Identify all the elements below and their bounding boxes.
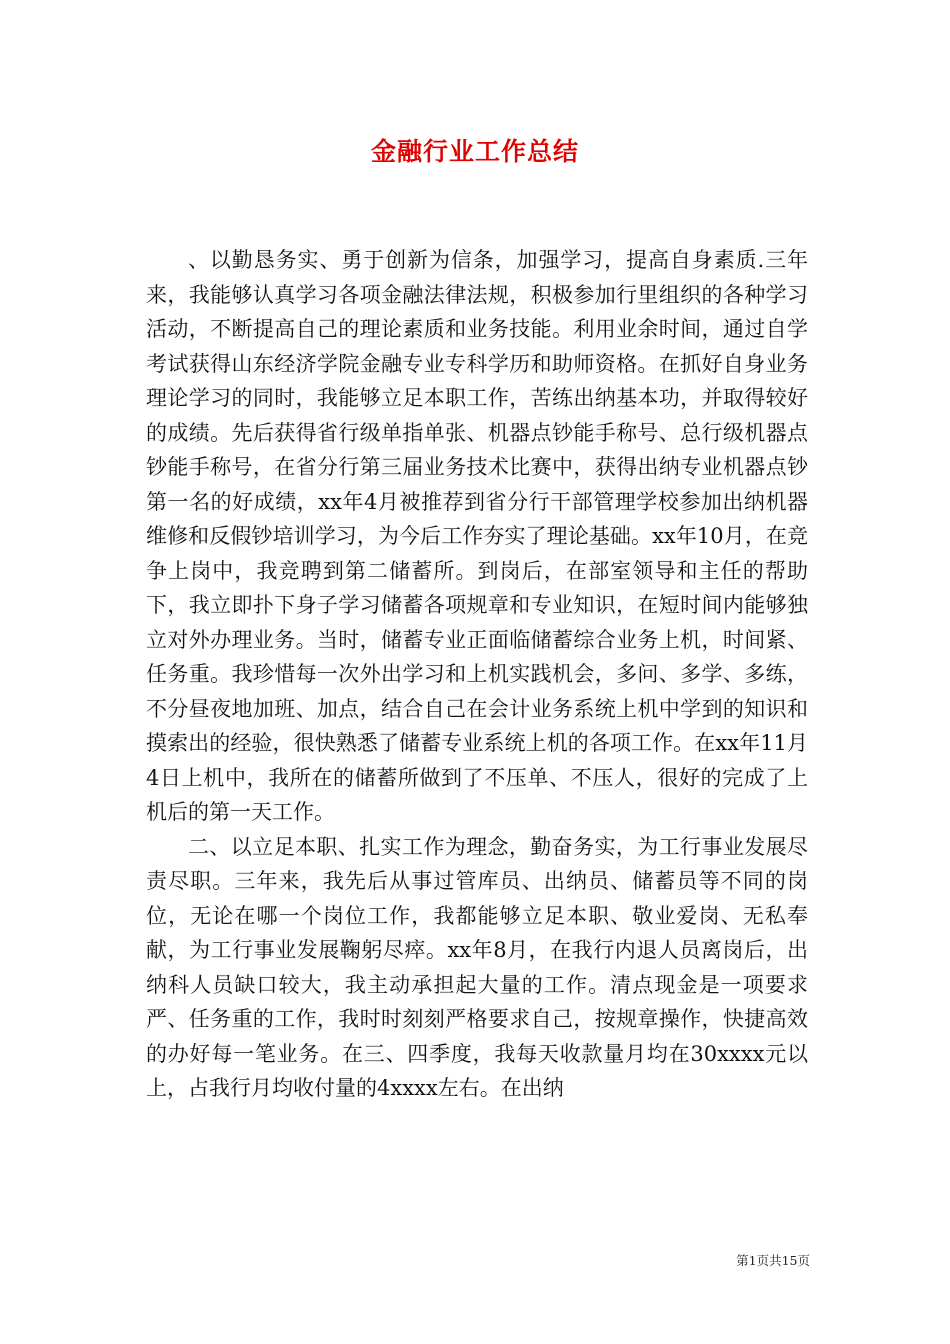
document-body — [146, 243, 808, 1106]
paragraph-1: 、以勤恳务实、勇于创新为信条，加强学习，提高自身素质.三年来，我能够认真学习各项金融法律法规，积极参加行里组织的各种学习活动，不断提高自己的理论素质和业务技能。利用业余时间，通过自学考试获得山东经济学院金融专业专科学历和助师资格。在抓好自身业务理论学习的同时，我能够立足本职工作，苦练出纳基本功，并取得较好的成绩。先后获得省行级单指单张、机器点钞能手称号、总行级机器点钞能手称号，在省分行第三届业务技术比赛中，获得出纳专业机器点钞第一名的好成绩，xx年4月被推荐到省分行干部管理学校参加出纳机器维修和反假钞培训学习，为今后工作夯实了理论基础。xx年10月，在竞争上岗中，我竞聘到第二储蓄所。到岗后，在部室领导和主任的帮助下，我立即扑下身子学习储蓄各项规章和专业知识，在短时间内能够独立对外办理业务。当时，储蓄专业正面临储蓄综合业务上机，时间紧、任务重。我珍惜每一次外出学习和上机实践机会，多问、多学、多练，不分昼夜地加班、加点，结合自己在会计业务系统上机中学到的知识和摸索出的经验，很快熟悉了储蓄专业系统上机的各项工作。在xx年11月4日上机中，我所在的储蓄所做到了不压单、不压人，很好的完成了上机后的第一天工作。 — [146, 248, 808, 824]
paragraph-2: 二、以立足本职、扎实工作为理念，勤奋务实，为工行事业发展尽责尽职。三年来，我先后从事过管库员、出纳员、储蓄员等不同的岗位，无论在哪一个岗位工作，我都能够立足本职、敬业爱岗、无私奉献，为工行事业发展鞠躬尽瘁。xx年8月，在我行内退人员离岗后，出纳科人员缺口较大，我主动承担起大量的工作。清点现金是一项要求严、任务重的工作，我时时刻刻严格要求自己，按规章操作，快捷高效的办好每一笔业务。在三、四季度，我每天收款量月均在30xxxx元以上，占我行月均收付量的4xxxx左右。在出纳 — [146, 834, 808, 1100]
page-number-footer: 第1页共15页 — [736, 1253, 810, 1268]
document-title: 金融行业工作总结 — [370, 137, 579, 166]
